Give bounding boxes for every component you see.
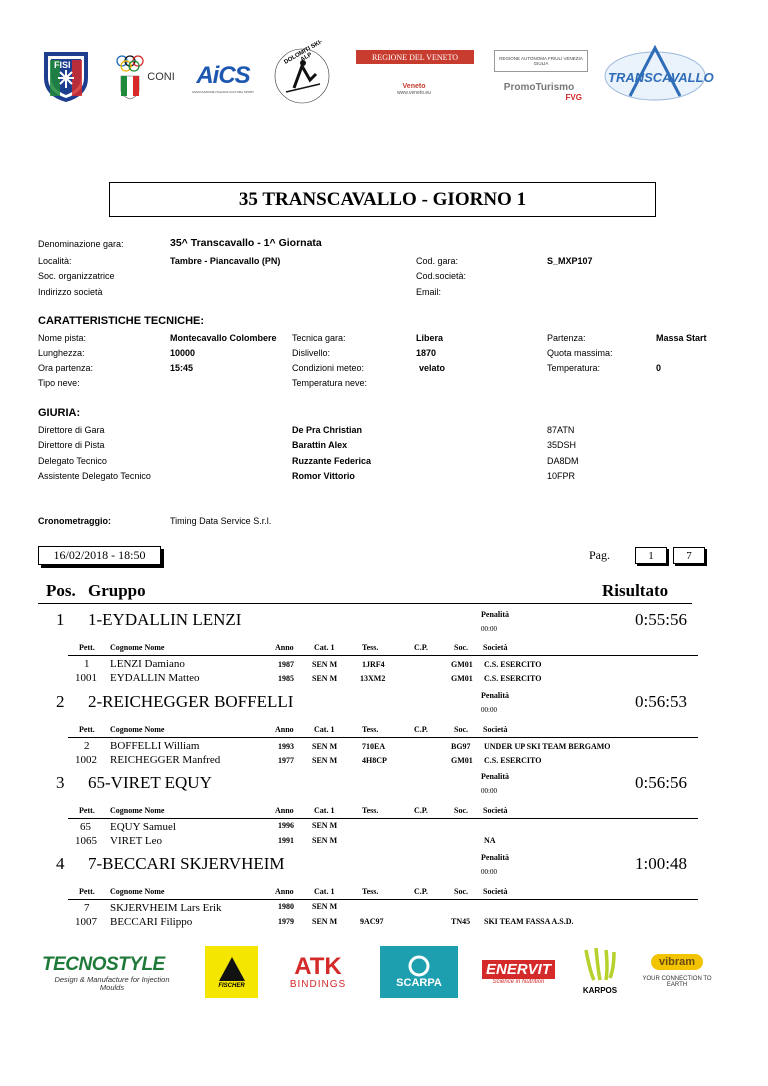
athlete-soc: GM01 [451,674,473,683]
athlete-pett: 1 [84,658,90,670]
th-soc: Soc. [454,643,468,652]
enervit-text: ENERVIT [482,960,555,979]
scarpa-text: SCARPA [396,977,442,989]
giuria-role: Delegato Tecnico [38,456,107,466]
coni-logo [112,54,178,100]
athlete-cat: SEN M [312,836,338,845]
denominazione-value: 35^ Transcavallo - 1^ Giornata [170,237,322,249]
temperatura-neve-label: Temperatura neve: [292,378,368,388]
header-divider [38,603,692,604]
th-nome: Cognome Nome [110,643,165,652]
temperatura-label: Temperatura: [547,363,601,373]
athlete-pett: 1065 [75,835,97,847]
athlete-societa: C.S. ESERCITO [484,660,542,669]
th-anno: Anno [275,887,294,896]
meteo-label: Condizioni meteo: [292,363,365,373]
transcavallo-logo [600,40,714,106]
th-anno: Anno [275,725,294,734]
athlete-cat: SEN M [312,674,338,683]
athlete-name: SKJERVHEIM Lars Erik [110,902,222,914]
tecnica-label: Tecnica gara: [292,333,346,343]
th-cat: Cat. 1 [314,643,335,652]
table-divider [68,899,698,900]
athlete-soc: TN45 [451,917,471,926]
th-societa: Società [483,806,508,815]
veneto-tourism-text: Veneto [402,82,426,90]
table-divider [68,655,698,656]
veneto-url-text: www.veneto.eu [397,89,431,96]
cod-gara-value: S_MXP107 [547,256,593,266]
regione-veneto-text: REGIONE DEL VENETO [371,52,459,62]
nome-pista-label: Nome pista: [38,333,87,343]
athlete-name: REICHEGGER Manfred [110,754,221,766]
page-label: Pag. [589,548,610,562]
penalty-label: Penalità [481,610,509,619]
giuria-heading: GIURIA: [38,407,81,419]
vibram-logo [634,948,720,994]
denominazione-label: Denominazione gara: [38,239,124,249]
athlete-pett: 1007 [75,916,97,928]
athlete-name: EQUY Samuel [110,821,176,833]
partenza-label: Partenza: [547,333,586,343]
th-tess: Tess. [362,643,379,652]
temperatura-value: 0 [656,363,662,373]
giuria-code: 35DSH [547,440,577,450]
dolomiti-logo-text: DOLOMITI SKI-ALP [283,39,324,66]
page-total: 7 [673,547,705,564]
print-date: 16/02/2018 - 18:50 [38,546,161,565]
penalty-label: Penalità [481,691,509,700]
dislivello-value: 1870 [416,348,437,358]
promoturismo-fvg-logo [496,80,582,104]
penalty-value: 00:00 [481,625,497,633]
th-cp: C.P. [414,643,428,652]
group-position: 4 [56,854,65,873]
athlete-anno: 1980 [278,902,294,911]
coni-logo-text: CONI [147,71,175,83]
athlete-tess: 9AC97 [360,917,384,926]
group-result: 0:56:53 [635,692,687,711]
athlete-societa: SKI TEAM FASSA A.S.D. [484,917,574,926]
ora-partenza-label: Ora partenza: [38,363,94,373]
localita-value: Tambre - Piancavallo (PN) [170,256,281,266]
regione-veneto-logo [356,50,474,64]
atk-text: ATK [294,952,342,980]
meteo-value: velato [419,363,446,373]
group-name: 65-VIRET EQUY [88,773,212,792]
group-name: 7-BECCARI SKJERVHEIM [88,854,285,873]
athlete-anno: 1977 [278,756,294,765]
athlete-anno: 1993 [278,742,294,751]
group-name: 2-REICHEGGER BOFFELLI [88,692,294,711]
giuria-role: Direttore di Gara [38,425,105,435]
athlete-cat: SEN M [312,821,338,830]
giuria-name: Romor Vittorio [292,471,355,481]
athlete-name: VIRET Leo [110,835,163,847]
athlete-anno: 1996 [278,821,294,830]
th-cp: C.P. [414,806,428,815]
penalty-value: 00:00 [481,787,497,795]
th-societa: Società [483,887,508,896]
athlete-name: EYDALLIN Matteo [110,672,200,684]
lunghezza-label: Lunghezza: [38,348,85,358]
th-soc: Soc. [454,725,468,734]
athlete-anno: 1987 [278,660,294,669]
atk-bindings-logo [270,950,366,994]
athlete-tess: 1JRF4 [362,660,385,669]
soc-organizzatrice-label: Soc. organizzatrice [38,271,115,281]
th-societa: Società [483,643,508,652]
karpos-logo [576,942,624,998]
th-tess: Tess. [362,806,379,815]
athlete-societa: C.S. ESERCITO [484,756,542,765]
tech-heading: CARATTERISTICHE TECNICHE: [38,315,205,327]
localita-label: Località: [38,256,72,266]
athlete-pett: 1001 [75,672,97,684]
col-header-risultato: Risultato [602,581,669,600]
giuria-code: DA8DM [547,456,579,466]
athlete-pett: 1002 [75,754,97,766]
penalty-value: 00:00 [481,706,497,714]
th-anno: Anno [275,643,294,652]
athlete-pett: 7 [84,902,90,914]
tipo-neve-label: Tipo neve: [38,378,80,388]
athlete-tess: 710EA [362,742,386,751]
giuria-name: De Pra Christian [292,425,363,435]
group-result: 1:00:48 [635,854,687,873]
quota-label: Quota massima: [547,348,613,358]
th-nome: Cognome Nome [110,887,165,896]
promoturismo-fvg-text: FVG [565,93,582,102]
th-soc: Soc. [454,887,468,896]
aics-logo [186,58,260,98]
giuria-code: 10FPR [547,471,576,481]
athlete-soc: NA [484,836,496,845]
tecnostyle-subtext: Design & Manufacture for Injection Moulds [54,975,170,992]
nome-pista-value: Montecavallo Colombere [170,333,277,343]
cronometraggio-value: Timing Data Service S.r.l. [170,516,272,526]
athlete-anno: 1991 [278,836,294,845]
athlete-tess: 13XM2 [360,674,386,683]
tecnostyle-logo [42,952,194,994]
karpos-text: KARPOS [582,985,618,995]
col-header-pos: Pos. [46,581,76,600]
giuria-role: Direttore di Pista [38,440,105,450]
enervit-subtext: Science in Nutrition [492,978,545,985]
tecnica-value: Libera [416,333,444,343]
scarpa-logo [380,946,458,998]
group-position: 1 [56,610,65,629]
fisi-logo-text: FISI [54,60,71,70]
athlete-societa: C.S. ESERCITO [484,674,542,683]
group-name: 1-EYDALLIN LENZI [88,610,242,629]
cronometraggio-label: Cronometraggio: [38,516,111,526]
th-soc: Soc. [454,806,468,815]
giuria-code: 87ATN [547,425,575,435]
col-header-gruppo: Gruppo [88,581,146,600]
th-pett: Pett. [79,887,95,896]
athlete-name: BOFFELLI William [110,740,200,752]
partenza-value: Massa Start [656,333,707,343]
athlete-cat: SEN M [312,756,338,765]
th-cp: C.P. [414,725,428,734]
transcavallo-logo-text: TRANSCAVALLO [608,70,714,85]
athlete-soc: BG97 [451,742,471,751]
page-current: 1 [635,547,667,564]
fischer-logo [205,946,258,998]
penalty-label: Penalità [481,772,509,781]
aics-logo-text: AiCS [196,62,250,89]
th-tess: Tess. [362,725,379,734]
email-label: Email: [416,287,442,297]
aics-logo-subtext: ASSOCIAZIONE ITALIANA CULTURA SPORT [191,90,254,94]
lunghezza-value: 10000 [170,348,196,358]
athlete-pett: 65 [80,821,91,833]
table-divider [68,737,698,738]
fisi-logo [40,48,92,104]
th-pett: Pett. [79,806,95,815]
athlete-name: BECCARI Filippo [110,916,193,928]
th-societa: Società [483,725,508,734]
page-title: 35 TRANSCAVALLO - GIORNO 1 [109,182,656,217]
giuria-name: Barattin Alex [292,440,348,450]
athlete-name: LENZI Damiano [110,658,185,670]
penalty-value: 00:00 [481,868,497,876]
th-cat: Cat. 1 [314,725,335,734]
giuria-name: Ruzzante Federica [292,456,372,466]
th-nome: Cognome Nome [110,725,165,734]
athlete-tess: 4H8CP [362,756,387,765]
th-cp: C.P. [414,887,428,896]
promoturismo-text: PromoTurismo [503,82,575,93]
vibram-subtext: YOUR CONNECTION TO EARTH [642,976,712,988]
th-tess: Tess. [362,887,379,896]
athlete-cat: SEN M [312,660,338,669]
table-divider [68,818,698,819]
th-cat: Cat. 1 [314,887,335,896]
group-position: 3 [56,773,65,792]
athlete-anno: 1979 [278,917,294,926]
th-cat: Cat. 1 [314,806,335,815]
group-result: 0:56:56 [635,773,687,792]
cod-societa-label: Cod.società: [416,271,467,281]
cod-gara-label: Cod. gara: [416,256,459,266]
indirizzo-label: Indirizzo società [38,287,103,297]
athlete-cat: SEN M [312,917,338,926]
athlete-cat: SEN M [312,902,338,911]
athlete-soc: GM01 [451,756,473,765]
athlete-pett: 2 [84,740,90,752]
giuria-role: Assistente Delegato Tecnico [38,471,151,481]
group-position: 2 [56,692,65,711]
tecnostyle-text: TECNOSTYLE [42,954,165,975]
dislivello-label: Dislivello: [292,348,331,358]
penalty-label: Penalità [481,853,509,862]
athlete-soc: GM01 [451,660,473,669]
th-nome: Cognome Nome [110,806,165,815]
athlete-societa: UNDER UP SKI TEAM BERGAMO [484,742,611,751]
atk-subtext: BINDINGS [289,978,347,990]
athlete-cat: SEN M [312,742,338,751]
veneto-tourism-logo [374,78,454,100]
th-anno: Anno [275,806,294,815]
enervit-logo [470,954,567,990]
athlete-anno: 1985 [278,674,294,683]
vibram-text: vibram [651,954,703,970]
th-pett: Pett. [79,643,95,652]
dolomiti-skialp-logo [272,39,332,106]
fvg-region-logo [494,50,588,72]
fischer-text: FISCHER [218,983,245,989]
group-result: 0:55:56 [635,610,687,629]
th-pett: Pett. [79,725,95,734]
fvg-region-text: REGIONE AUTONOMA FRIULI VENEZIA GIULIA [499,56,583,66]
ora-partenza-value: 15:45 [170,363,194,373]
